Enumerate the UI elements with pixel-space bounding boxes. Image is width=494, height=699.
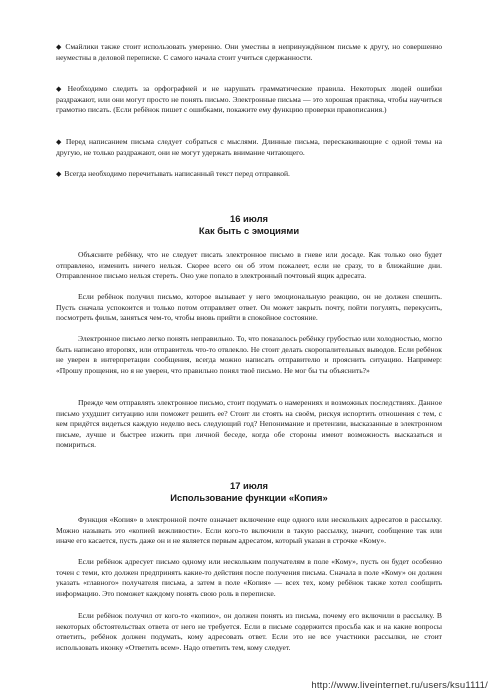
paragraph: Если ребёнок получил письмо, которое вызывает у него эмоциональную реакцию, он не должен спешить. Пусть сначала успокоится и только потом отправляет ответ. Он может закрыть почту, пойти погулять, перекусить, посмотреть фильм, заняться чем-то, чтобы вновь прийти в спокойное состояние. [56,292,442,323]
source-url: http://www.liveinternet.ru/users/ksu1111/ [311,680,488,691]
section-title-copy: Использование функции «Копия» [170,492,328,503]
bullet-think-first: ◆ Перед написанием письма следует собраться с мыслями. Длинные письма, перескакивающие с одной темы на другую, не только раздражают, они не могут удержать внимание читающего. [56,137,442,158]
paragraph: Если ребёнок адресует письмо одному или нескольким получателям в поле «Кому», пусть он будет особенно точен с теми, кто должен предпринять какие-то действия после получения письма. Сначала в поле «Кому» он должен указать «главного» получателя письма, а затем в поле «Копия» — всех тех, кому ребёнок также хотел сообщить информацию. Это поможет каждому понять свою роль в переписке. [56,557,442,598]
paragraph: Объясните ребёнку, что не следует писать электронное письмо в гневе или досаде. Как только оно будет отправлено, изменить ничего нельзя. Скорее всего он об этом пожалеет, если не сразу, то в ближайшие дни. Отправленное письмо нельзя стереть. Оно уже попало в электронный почтовый ящик адресата. [56,250,442,281]
section-title-emotions: Как быть с эмоциями [198,225,300,236]
paragraph: Функция «Копия» в электронной почте означает включение еще одного или нескольких адресатов в рассылку. Можно называть это «копией вежливости». Если кого-то включили в такую рассылку, значит, сообщение так или иначе его касается, пусть даже он и не является первым адресатом, который указан в строчке «Кому». [56,515,442,546]
bullet-reread: ◆ Всегда необходимо перечитывать написанный текст перед отправкой. [56,169,442,180]
paragraph: Прежде чем отправлять электронное письмо, стоит подумать о намерениях и возможных последствиях. Данное письмо ухудшит ситуацию или поможет решить ее? Стоит ли стоять на своём, рискуя испортить отношения с тем, с кем придётся видеться каждую неделю весь следующий год? Непонимание и претензии, высказанные в электронном письме, лучше и быстрее изжить при личной беседе, когда обе стороны имеют возможность высказаться и помириться. [56,398,442,450]
bullet-spelling: ◆ Необходимо следить за орфографией и не нарушать грамматические правила. Некоторых людей ошибки раздражают, или они могут просто не понять письмо. Электронные письма — это хорошая практика, чтобы научиться грамотно писать. (Если ребёнок пишет с ошибками, покажите ему функцию проверки правописания.) [56,84,442,116]
bullet-emoticons: ◆ Смайлики также стоит использовать умеренно. Они уместны в непринуждённом письме к другу, но совершенно неуместны в деловой переписке. С самого начала стоит учиться сдержанности. [56,42,442,63]
section-date-17: 17 июля [230,480,268,491]
paragraph: Электронное письмо легко понять неправильно. То, что показалось ребёнку грубостью или холодностью, могло быть написано второпях, или отправитель что-то отвлекло. Не стоит делать скоропалительных выводов. Если ребёнок не уверен в интерпретации сообщения, всегда можно написать отправителю и прояснить ситуацию. Например: «Прошу прощения, но я не уверен, что правильно понял твоё письмо. Не мог бы ты объяснить?» [56,334,442,375]
section-date-16: 16 июля [230,213,268,224]
paragraph: Если ребёнок получил от кого-то «копию», он должен понять из письма, почему его включили в рассылку. В некоторых обстоятельствах ответа от него не требуется. Если в письме содержится просьба как и на какие вопросы ответить, ребёнок должен подумать, кому адресовать ответ. Если это не все участники рассылки, не стоит использовать иконку «Ответить всем». Надо ответить тем, кому следует. [56,611,442,652]
